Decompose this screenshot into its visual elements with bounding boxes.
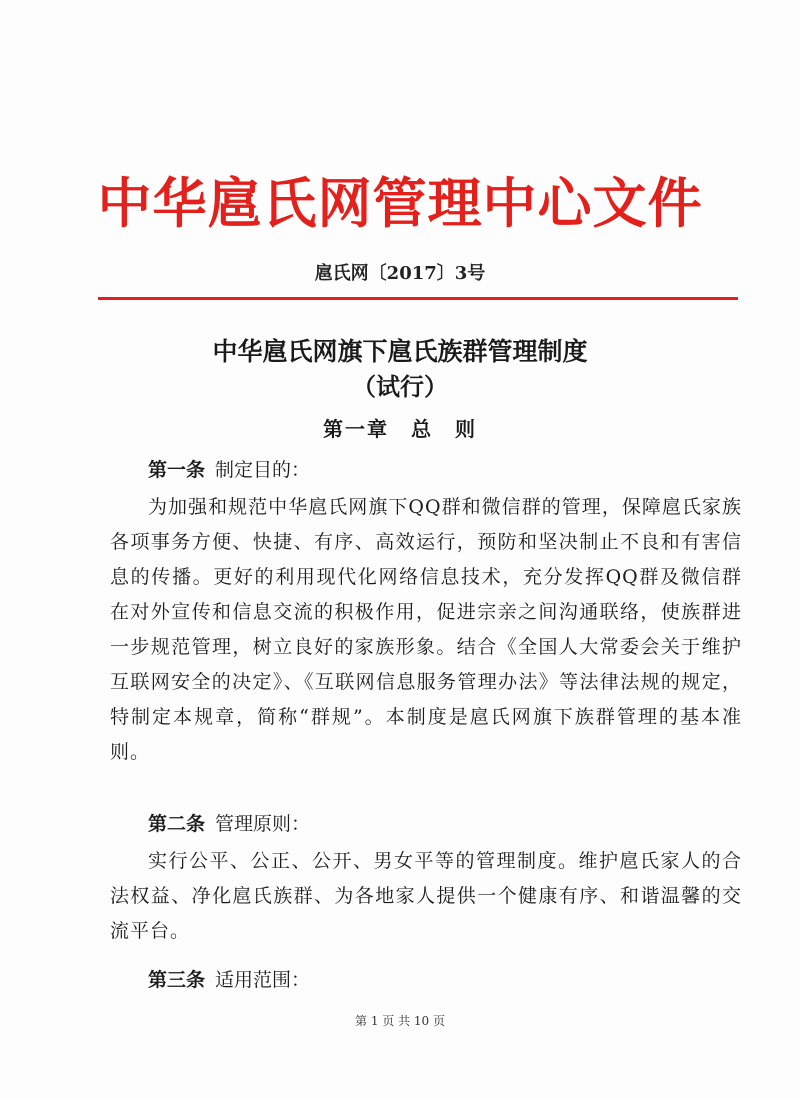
document-title: 中华扈氏网旗下扈氏族群管理制度	[212, 337, 588, 366]
document-number: 扈氏网〔2017〕3号	[314, 263, 486, 284]
article-heading	[148, 455, 310, 485]
issuing-organization-header: 中华扈氏网管理中心文件	[97, 171, 703, 235]
article-label: 第三条	[148, 969, 206, 991]
article-label: 第二条	[148, 813, 206, 835]
page-footer: 第 1 页 共 10 页	[355, 1014, 445, 1028]
article-heading	[148, 965, 310, 995]
article-heading	[148, 809, 310, 839]
chapter-heading: 第一章 总 则	[323, 417, 477, 441]
red-separator-line	[98, 297, 738, 300]
article-label: 第一条	[148, 459, 206, 481]
article-topic: 适用范围：	[215, 969, 311, 991]
document-subtitle: （试行）	[352, 372, 448, 401]
article-body: 实行公平、公正、公开、男女平等的管理制度。维护扈氏家人的合法权益、净化扈氏族群、为各地家人提供一个健康有序、和谐温馨的交流平台。	[110, 850, 742, 942]
article-topic: 管理原则：	[215, 813, 311, 835]
article-topic: 制定目的：	[215, 459, 311, 481]
article-body: 为加强和规范中华扈氏网旗下QQ群和微信群的管理，保障扈氏家族各项事务方便、快捷、有序、高效运行，预防和坚决制止不良和有害信息的传播。更好的利用现代化网络信息技术，充分发挥QQ群及微信群在对外宣传和信息交流的积极作用，促进宗亲之间沟通联络，使族群进一步规范管理，树立良好的家族形象。结合《全国人大常委会关于维护互联网安全的决定》、《互联网信息服务管理办法》等法律法规的规定，特制定本规章，简称“群规”。本制度是扈氏网旗下族群管理的基本准则。	[110, 496, 742, 763]
